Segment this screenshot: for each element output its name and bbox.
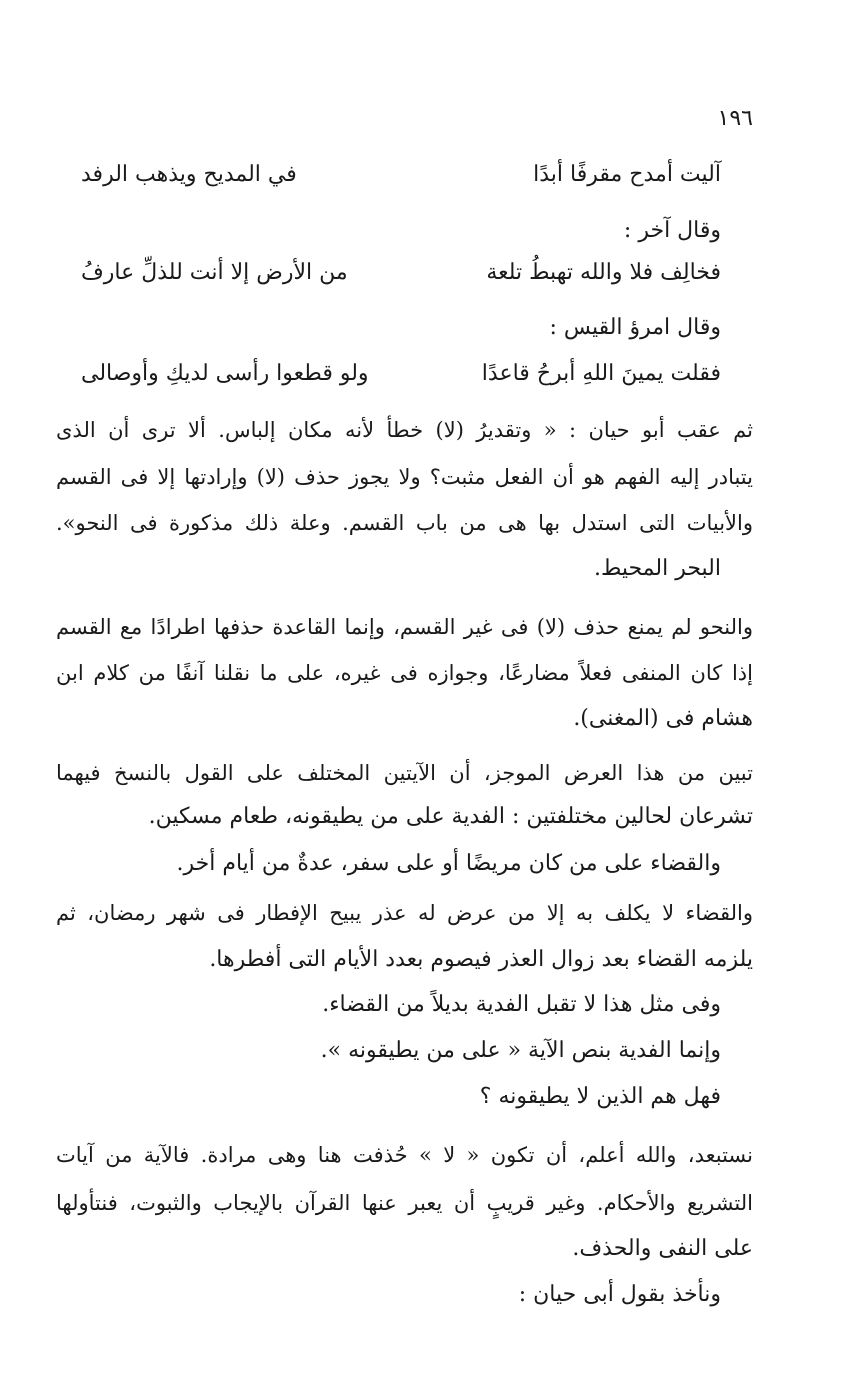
paragraph-line: إذا كان المنفى فعلاً مضارعًا، وجوازه فى غيره، على ما نقلنا آنفًا من كلام ابن — [56, 661, 753, 685]
verse-line-1 — [81, 160, 721, 190]
verse-hemistich-right: فقلت يمينَ اللهِ أبرحُ قاعدًا — [481, 361, 721, 386]
verse-hemistich-right: فخالِف فلا والله تهبطُ تلعة — [486, 260, 721, 285]
paragraph-line: والقضاء على من كان مريضًا أو على سفر، عدةٌ من أيام أخر. — [176, 851, 721, 876]
paragraph-line: ونأخذ بقول أبى حيان : — [518, 1282, 721, 1307]
source-citation: البحر المحيط. — [593, 556, 721, 581]
paragraph-line: والأبيات التى استدل بها هى من باب القسم. وعلة ذلك مذكورة فى النحو». — [56, 511, 753, 535]
paragraph-line: ثم عقب أبو حيان : « وتقديرُ (لا) خطأ لأنه مكان إلباس. ألا ترى أن الذى — [56, 418, 753, 442]
verse-hemistich-left: ولو قطعوا رأسى لديكِ وأوصالى — [81, 361, 369, 386]
paragraph-line: هشام فى (المغنى). — [573, 706, 753, 731]
paragraph-line: التشريع والأحكام. وغير قريبٍ أن يعبر عنها القرآن بالإيجاب والثبوت، فنتأولها — [56, 1191, 753, 1215]
paragraph-line: والنحو لم يمنع حذف (لا) فى غير القسم، وإنما القاعدة حذفها اطرادًا مع القسم — [56, 615, 753, 639]
paragraph-line: فهل هم الذين لا يطيقونه ؟ — [479, 1084, 721, 1109]
page-number: ١٩٦ — [717, 106, 753, 131]
paragraph-line: يتبادر إليه الفهم هو أن الفعل مثبت؟ ولا يجوز حذف (لا) وإرادتها إلا فى القسم — [56, 465, 753, 489]
verse-line-3 — [81, 359, 721, 389]
poet-heading-2: وقال امرؤ القيس : — [549, 315, 721, 340]
verse-line-2 — [81, 258, 721, 288]
paragraph-line: وإنما الفدية بنص الآية « على من يطيقونه ». — [320, 1038, 721, 1063]
paragraph-line: نستبعد، والله أعلم، أن تكون « لا » حُذفت هنا وهى مرادة. فالآية من آيات — [56, 1143, 753, 1167]
paragraph-line: يلزمه القضاء بعد زوال العذر فيصوم بعدد الأيام التى أفطرها. — [209, 947, 753, 972]
paragraph-line: تبين من هذا العرض الموجز، أن الآيتين المختلف على القول بالنسخ فيهما — [56, 761, 753, 785]
paragraph-line: تشرعان لحالين مختلفتين : الفدية على من يطيقونه، طعام مسكين. — [148, 804, 753, 829]
poet-heading-1: وقال آخر : — [623, 218, 721, 243]
verse-hemistich-left: في المديح ويذهب الرفد — [81, 162, 297, 187]
paragraph-line: وفى مثل هذا لا تقبل الفدية بديلاً من القضاء. — [322, 992, 721, 1017]
paragraph-line: على النفى والحذف. — [572, 1236, 753, 1261]
verse-hemistich-right: آليت أمدح مقرفًا أبدًا — [533, 162, 721, 187]
verse-hemistich-left: من الأرض إلا أنت للذلِّ عارفُ — [81, 260, 348, 285]
paragraph-line: والقضاء لا يكلف به إلا من عرض له عذر يبيح الإفطار فى شهر رمضان، ثم — [56, 901, 753, 925]
